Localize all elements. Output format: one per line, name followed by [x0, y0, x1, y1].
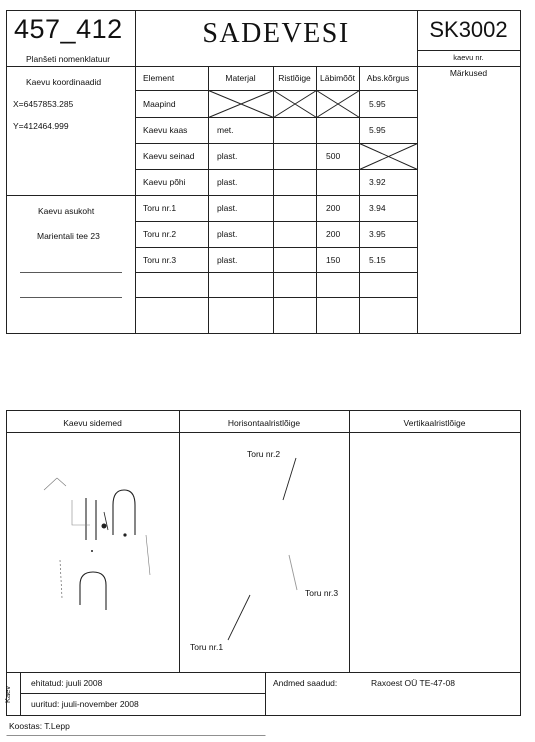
- col-elevation: Abs.kõrgus: [366, 73, 410, 83]
- horizontal-section-heading: Horisontaalristlõige: [227, 418, 301, 428]
- author: Koostas: T.Lepp: [9, 721, 70, 731]
- col-material: Materjal: [225, 73, 256, 83]
- sheet-number: 457_412: [14, 14, 123, 44]
- row-elevation: 5.15: [369, 255, 386, 265]
- row-element: Toru nr.3: [143, 255, 177, 265]
- row-material: plast.: [217, 177, 238, 187]
- row-material: plast.: [217, 255, 238, 265]
- surveyed-date: uuritud: juuli-november 2008: [31, 699, 139, 709]
- location-address: Marientali tee 23: [37, 231, 100, 241]
- row-element: Kaevu põhi: [143, 177, 186, 187]
- pipe-label: Toru nr.1: [190, 642, 224, 652]
- connections-sketch: [44, 478, 150, 610]
- row-elevation: 5.95: [369, 99, 386, 109]
- row-elevation: 3.94: [369, 203, 386, 213]
- row-diameter: 200: [326, 203, 341, 213]
- well-caption: kaevu nr.: [453, 53, 484, 62]
- row-elevation: 3.95: [369, 229, 386, 239]
- row-element: Toru nr.1: [143, 203, 177, 213]
- built-date: ehitatud: juuli 2008: [31, 678, 103, 688]
- row-diameter: 200: [326, 229, 341, 239]
- col-notes: Märkused: [449, 68, 488, 78]
- pipe-lines: [228, 458, 297, 640]
- row-material: plast.: [217, 151, 238, 161]
- row-elevation: 3.92: [369, 177, 386, 187]
- row-material: plast.: [217, 229, 238, 239]
- col-diameter: Läbimõõt: [320, 73, 355, 83]
- connections-heading: Kaevu sidemed: [63, 418, 122, 428]
- manhole-dot: [123, 533, 126, 536]
- coordinate-y: Y=412464.999: [13, 121, 69, 131]
- row-elevation: 5.95: [369, 125, 386, 135]
- row-diameter: 500: [326, 151, 341, 161]
- side-label: Kaev: [3, 685, 13, 704]
- well-symbol: [102, 524, 107, 529]
- data-source-value: Raxoest OÜ TE-47-08: [371, 678, 455, 688]
- marker-dot: [91, 550, 93, 552]
- vertical-section-heading: Vertikaalristlõige: [403, 418, 466, 428]
- coordinates-heading: Kaevu koordinaadid: [26, 77, 102, 87]
- col-section: Ristlõige: [278, 73, 311, 83]
- pipe-label: Toru nr.2: [247, 449, 281, 459]
- row-diameter: 150: [326, 255, 341, 265]
- location-heading: Kaevu asukoht: [38, 206, 95, 216]
- data-source-label: Andmed saadud:: [273, 678, 338, 688]
- form-title: SADEVESI: [202, 18, 350, 49]
- row-element: Toru nr.2: [143, 229, 177, 239]
- coordinate-x: X=6457853.285: [13, 99, 74, 109]
- row-material: plast.: [217, 203, 238, 213]
- row-element: Kaevu seinad: [143, 151, 195, 161]
- row-element: Maapind: [143, 99, 176, 109]
- pipe-label: Toru nr.3: [305, 588, 339, 598]
- row-element: Kaevu kaas: [143, 125, 188, 135]
- row-material: met.: [217, 125, 234, 135]
- well-id: SK3002: [429, 17, 508, 42]
- sheet-caption: Planšeti nomenklatuur: [26, 54, 111, 64]
- col-element: Element: [143, 73, 175, 83]
